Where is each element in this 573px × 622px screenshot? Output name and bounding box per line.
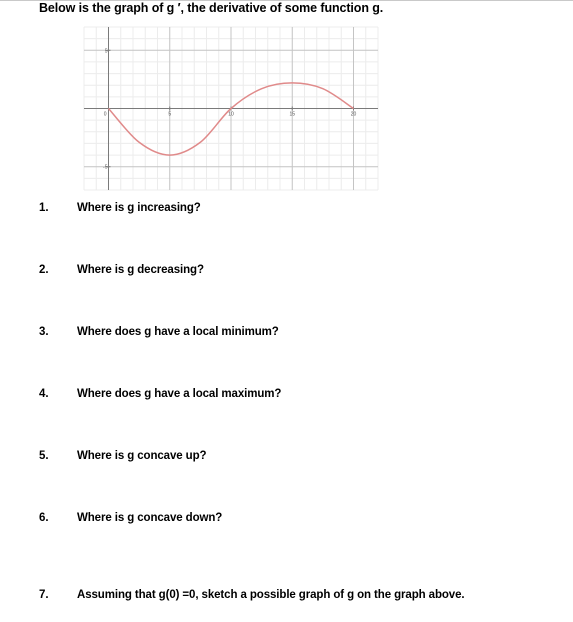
x-tick-label: 20 — [350, 111, 357, 118]
x-tick-label-0: 0 — [103, 111, 107, 118]
page-heading: Below is the graph of g ′, the derivative of some function g. — [39, 1, 384, 15]
question-2-number: 2. — [39, 264, 49, 276]
question-3-number: 3. — [39, 326, 49, 338]
question-5-text: Where is g concave up? — [77, 450, 207, 462]
question-5-number: 5. — [39, 450, 49, 462]
question-7-text: Assuming that g(0) =0, sketch a possible graph of g on the graph above. — [77, 589, 465, 601]
question-1-text: Where is g increasing? — [77, 202, 201, 214]
question-1-number: 1. — [39, 202, 49, 214]
question-4-text: Where does g have a local maximum? — [77, 388, 282, 400]
question-6-text: Where is g concave down? — [77, 512, 223, 524]
question-6-number: 6. — [39, 512, 49, 524]
y-tick-label: -5 — [103, 164, 108, 171]
question-2-text: Where is g decreasing? — [77, 264, 204, 276]
x-tick-label: 5 — [168, 111, 172, 118]
x-tick-label: 10 — [228, 111, 234, 118]
question-4-number: 4. — [39, 388, 49, 400]
x-tick-label: 15 — [289, 111, 296, 118]
question-3-text: Where does g have a local minimum? — [77, 326, 279, 338]
question-7-number: 7. — [39, 589, 49, 601]
y-tick-label: 5 — [104, 48, 108, 55]
